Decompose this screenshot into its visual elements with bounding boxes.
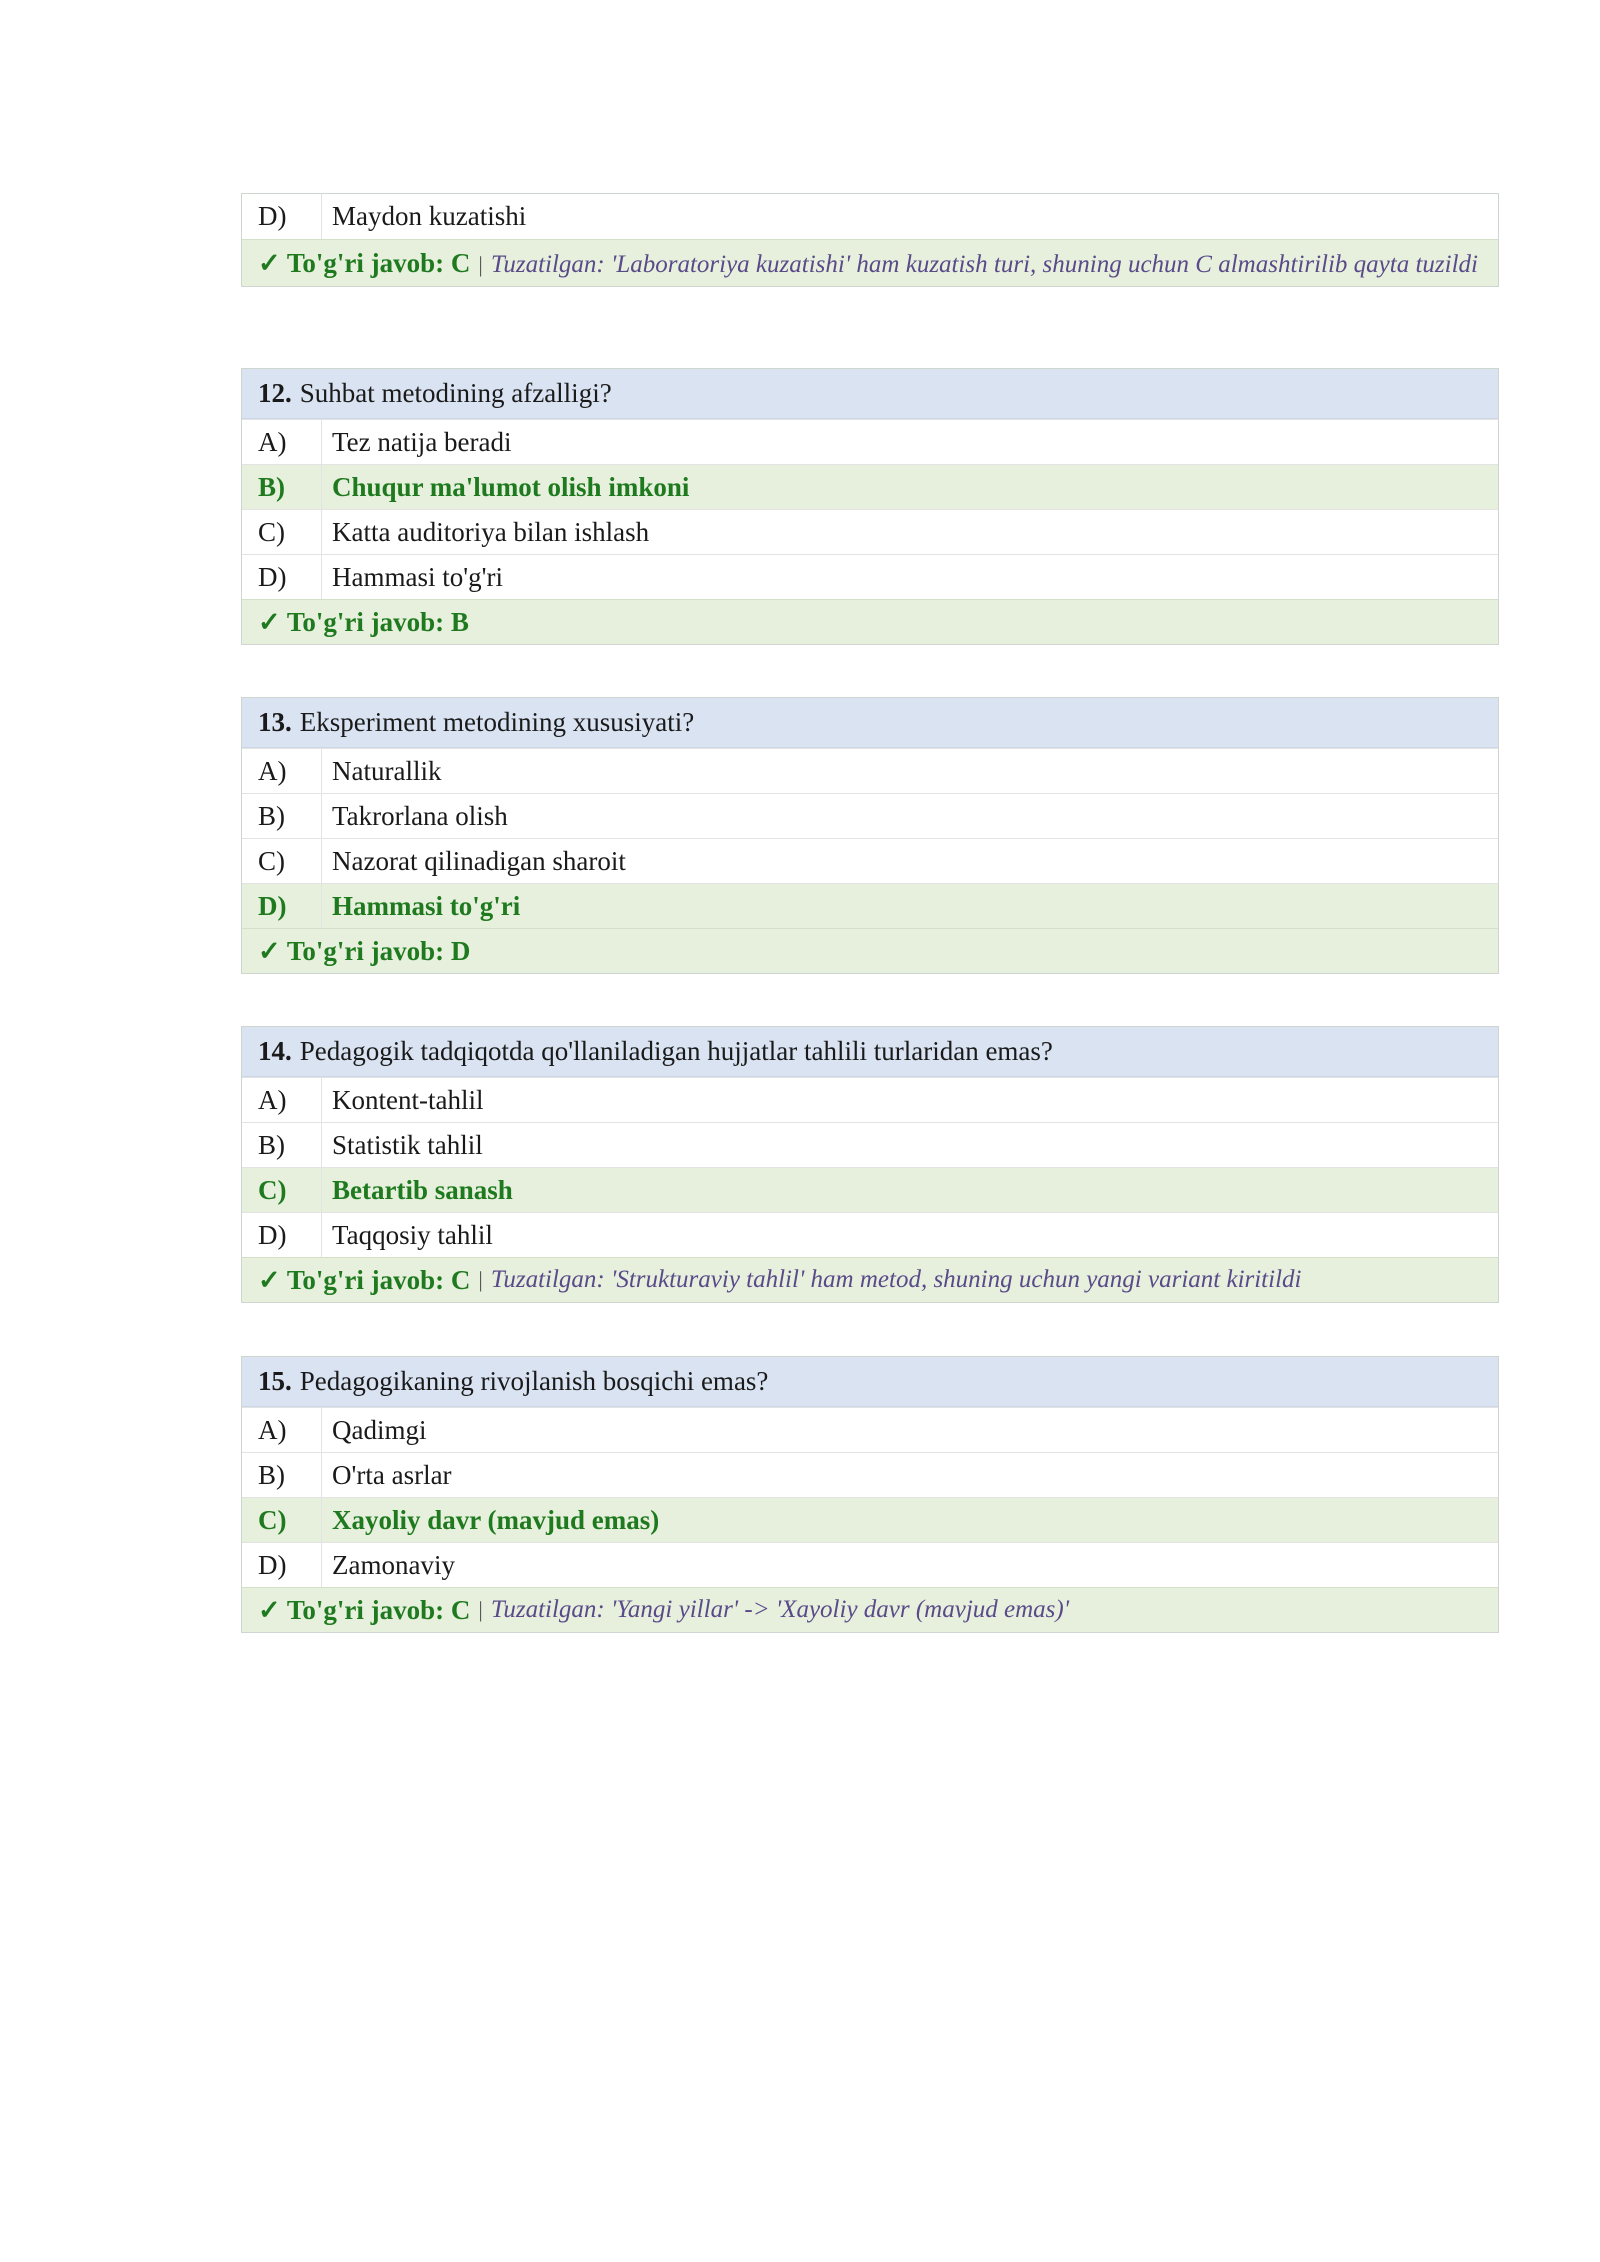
option-text: Chuqur ma'lumot olish imkoni: [332, 471, 690, 502]
option-text: Tez natija beradi: [332, 426, 512, 457]
option-row-correct: [242, 1167, 1498, 1212]
option-row: [242, 1212, 1498, 1257]
correct-answer-label: ✓ To'g'ri javob: C: [258, 248, 471, 278]
question-block-14: [241, 1026, 1499, 1303]
option-letter: A): [242, 749, 322, 793]
option-letter: C): [242, 839, 322, 883]
option-letter: C): [242, 1498, 322, 1542]
option-letter: D): [242, 1543, 322, 1587]
option-letter: A): [242, 1078, 322, 1122]
question-number: 12.: [258, 378, 292, 408]
option-row: [242, 509, 1498, 554]
option-letter: D): [242, 884, 322, 928]
option-letter: C): [242, 510, 322, 554]
option-text: Nazorat qilinadigan sharoit: [332, 845, 626, 876]
option-text: Takrorlana olish: [332, 800, 508, 831]
option-letter: B): [242, 465, 322, 509]
option-row: [242, 793, 1498, 838]
correction-note: Tuzatilgan: 'Laboratoriya kuzatishi' ham kuzatish turi, shuning uchun C almashtirilib qayta tuzildi: [490, 251, 1478, 278]
option-letter: B): [242, 1123, 322, 1167]
question-text: Eksperiment metodining xususiyati?: [299, 707, 695, 737]
question-11-continuation: [241, 193, 1499, 287]
correct-answer-row: [242, 1257, 1498, 1302]
option-row: [242, 419, 1498, 464]
option-letter: D): [242, 555, 322, 599]
option-text: Kontent-tahlil: [332, 1084, 484, 1115]
question-header: [242, 369, 1498, 419]
option-text: Hammasi to'g'ri: [332, 890, 521, 921]
option-text: Katta auditoriya bilan ishlash: [332, 516, 650, 547]
option-text: Naturallik: [332, 755, 442, 786]
option-text: Betartib sanash: [332, 1174, 513, 1205]
question-text: Pedagogik tadqiqotda qo'llaniladigan hujjatlar tahlili turlaridan emas?: [299, 1036, 1053, 1066]
option-text: Hammasi to'g'ri: [332, 561, 503, 592]
question-header: [242, 1027, 1498, 1077]
option-text: Taqqosiy tahlil: [332, 1219, 493, 1250]
option-text: O'rta asrlar: [332, 1459, 452, 1490]
question-header: [242, 1357, 1498, 1407]
answer-separator: |: [478, 1597, 483, 1622]
option-row: [242, 1077, 1498, 1122]
option-row: [242, 748, 1498, 793]
correct-answer-label: ✓ To'g'ri javob: C: [258, 1594, 471, 1625]
option-text: Zamonaviy: [332, 1549, 455, 1580]
option-text: Xayoliy davr (mavjud emas): [332, 1504, 660, 1535]
option-row: [242, 194, 1498, 239]
answer-separator: |: [478, 252, 483, 277]
correct-answer-label: ✓ To'g'ri javob: D: [258, 935, 471, 966]
option-row: [242, 1542, 1498, 1587]
option-letter: B): [242, 1453, 322, 1497]
question-text: Pedagogikaning rivojlanish bosqichi emas?: [299, 1366, 769, 1396]
correction-note: Tuzatilgan: 'Strukturaviy tahlil' ham metod, shuning uchun yangi variant kiritildi: [490, 1266, 1302, 1293]
option-text: Maydon kuzatishi: [332, 201, 527, 231]
option-letter: D): [242, 1213, 322, 1257]
question-header: [242, 698, 1498, 748]
option-letter: A): [242, 1408, 322, 1452]
option-letter: A): [242, 420, 322, 464]
question-text: Suhbat metodining afzalligi?: [299, 378, 612, 408]
option-row: [242, 1407, 1498, 1452]
option-row-correct: [242, 1497, 1498, 1542]
correct-answer-row: [242, 239, 1498, 286]
answer-separator: |: [478, 1267, 483, 1292]
option-row-correct: [242, 464, 1498, 509]
question-block-13: [241, 697, 1499, 974]
correct-answer-row: [242, 599, 1498, 644]
option-row: [242, 838, 1498, 883]
question-block-15: [241, 1356, 1499, 1633]
option-letter: D): [242, 194, 322, 239]
correct-answer-row: [242, 928, 1498, 973]
question-number: 15.: [258, 1366, 292, 1396]
question-number: 14.: [258, 1036, 292, 1066]
option-row-correct: [242, 883, 1498, 928]
correct-answer-label: ✓ To'g'ri javob: B: [258, 606, 469, 637]
correct-answer-label: ✓ To'g'ri javob: C: [258, 1264, 471, 1295]
option-text: Statistik tahlil: [332, 1129, 483, 1160]
option-row: [242, 1452, 1498, 1497]
option-row: [242, 554, 1498, 599]
question-number: 13.: [258, 707, 292, 737]
option-text: Qadimgi: [332, 1414, 427, 1445]
question-block-12: [241, 368, 1499, 645]
correction-note: Tuzatilgan: 'Yangi yillar' -> 'Xayoliy davr (mavjud emas)': [490, 1596, 1070, 1623]
correct-answer-row: [242, 1587, 1498, 1632]
option-letter: B): [242, 794, 322, 838]
option-row: [242, 1122, 1498, 1167]
option-letter: C): [242, 1168, 322, 1212]
